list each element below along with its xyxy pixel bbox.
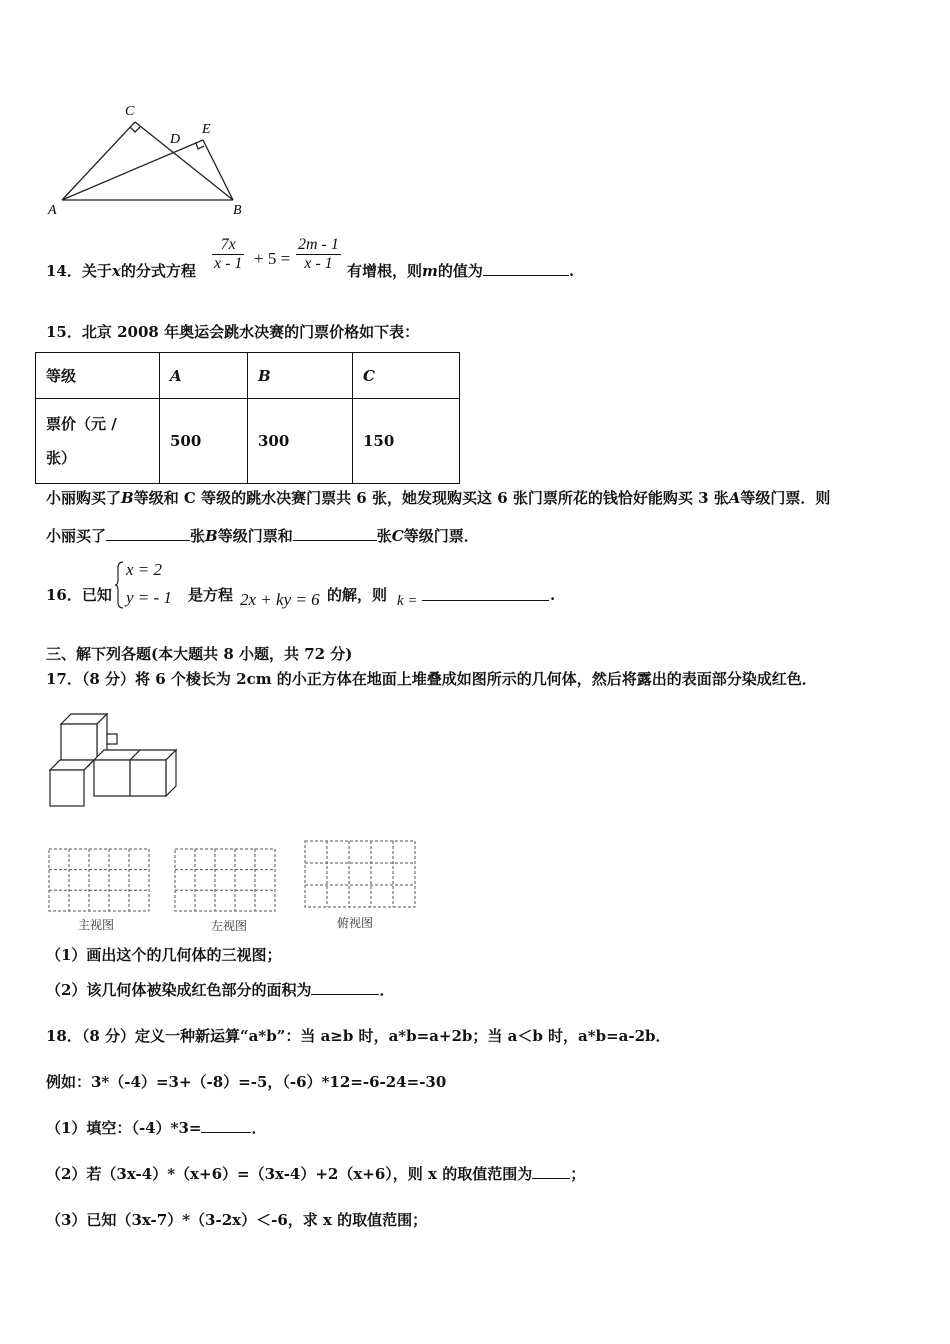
left-view-label: 左视图	[211, 919, 248, 933]
table-cell: B	[248, 353, 353, 399]
q15-blank-c[interactable]	[293, 526, 377, 541]
q14-fraction-2: 2m - 1 x - 1	[298, 236, 339, 272]
q14-fraction-1: 7x x - 1	[214, 236, 243, 272]
triangle-figure	[40, 95, 260, 225]
table-row	[36, 399, 460, 484]
q18-part3: （3）已知（3x-7）*（3-2x）＜-6，求 x 的取值范围；	[46, 1211, 428, 1229]
q16-text-a: 是方程	[188, 586, 234, 604]
table-cell: 等级	[36, 353, 160, 399]
label-E: E	[202, 122, 211, 137]
label-C: C	[125, 104, 135, 119]
q17-text: 17．（8 分）将 6 个棱长为 2cm 的小正方体在地面上堆叠成如图所示的几何体，然后将露出的表面部分染成红色．	[46, 670, 817, 688]
q16-text-b: 的解，则	[327, 586, 388, 604]
q16-equation: 2x + ky = 6	[240, 590, 320, 609]
q18-example: 例如：3*（-4）=3+（-8）=-5，（-6）*12=-6-24=-30	[46, 1073, 447, 1091]
table-cell: A	[160, 353, 248, 399]
label-D: D	[170, 132, 181, 147]
q16-system-line1: x = 2	[126, 560, 163, 579]
q16-k: k =	[397, 593, 418, 609]
q14-answer-blank[interactable]	[483, 261, 569, 276]
q18-part2: （2）若（3x-4）*（x+6）=（3x-4）+2（x+6），则 x 的取值范围为 ；	[46, 1165, 586, 1183]
q17-answer-blank[interactable]	[311, 980, 379, 995]
top-view-label: 俯视图	[337, 916, 374, 930]
q14-line: 14．关于x的分式方程	[46, 262, 196, 280]
q14-tail: 有增根，则m的值为 .	[347, 262, 575, 280]
label-A: A	[48, 203, 57, 218]
q17-part2: （2）该几何体被染成红色部分的面积为 ．	[46, 981, 395, 999]
table-cell: 150	[353, 399, 460, 484]
table-cell: 500	[160, 399, 248, 484]
table-cell: C	[353, 353, 460, 399]
q16-brace	[115, 560, 125, 610]
front-view-grid[interactable]	[48, 848, 150, 912]
q18-text: 18．（8 分）定义一种新运算“a*b”：当 a≥b 时，a*b=a+2b；当 a＜b 时，a*b=a-2b．	[46, 1027, 671, 1045]
cube-stack-figure	[44, 708, 184, 810]
section-heading: 三、解下列各题(本大题共 8 小题，共 72 分)	[46, 645, 353, 663]
front-view-label: 主视图	[78, 918, 115, 932]
q18-answer-blank-2[interactable]	[532, 1164, 570, 1179]
q15-intro: 15．北京 2008 年奥运会跳水决赛的门票价格如下表：	[46, 323, 420, 341]
q18-part1: （1）填空：（-4）*3= ．	[46, 1119, 267, 1137]
q17-part1: （1）画出这个的几何体的三视图；	[46, 946, 282, 964]
q16-answer-blank[interactable]	[422, 586, 549, 601]
q15-line2: 小丽买了 张B等级门票和 张C等级门票．	[46, 527, 479, 545]
table-cell: 300	[248, 399, 353, 484]
table-cell: 票价（元 / 张）	[36, 399, 160, 484]
q15-line1: 小丽购买了B等级和 C 等级的跳水决赛门票共 6 张，她发现购买这 6 张门票所花的钱恰好能购买 3 张A等级门票．则	[46, 489, 831, 507]
q18-answer-blank-1[interactable]	[201, 1118, 251, 1133]
q14-number: 14．	[46, 262, 82, 280]
ticket-price-table	[35, 352, 460, 484]
left-view-grid[interactable]	[174, 848, 276, 912]
q16-number: 16．已知	[46, 586, 112, 604]
q16-system-line2: y = - 1	[126, 588, 172, 607]
q14-plus5: + 5 =	[254, 249, 291, 268]
q15-blank-b[interactable]	[106, 526, 190, 541]
label-B: B	[233, 203, 242, 218]
table-row	[36, 353, 460, 399]
top-view-grid[interactable]	[304, 840, 416, 908]
